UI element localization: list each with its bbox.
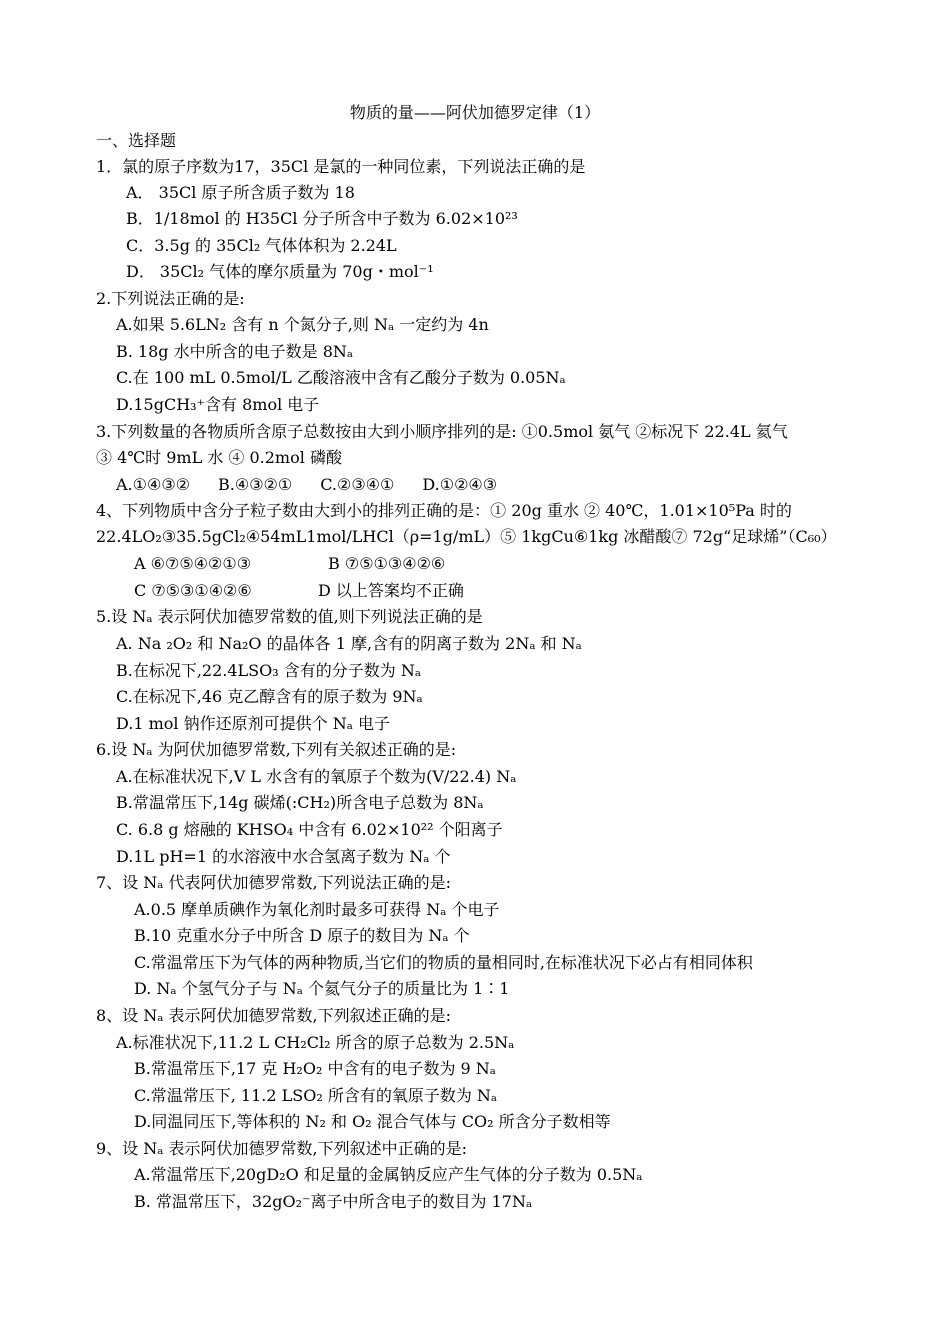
question-3-stem-cont: ③ 4℃时 9mL 水 ④ 0.2mol 磷酸 [96, 448, 342, 467]
question-9-option-a: A.常温常压下,20gD₂O 和足量的金属钠反应产生气体的分子数为 0.5Nₐ [134, 1165, 643, 1184]
question-6-option-a: A.在标准状况下,V L 水含有的氧原子个数为(V/22.4) Nₐ [116, 767, 517, 786]
question-3-option-c: C.②③④① [320, 475, 395, 494]
question-4-option-c: C ⑦⑤③①④②⑥ [134, 581, 252, 600]
question-1-option-b: B．1/18mol 的 H35Cl 分子所含中子数为 6.02×10²³ [126, 209, 518, 228]
question-6-option-d: D.1L pH=1 的水溶液中水合氢离子数为 Nₐ 个 [116, 847, 451, 866]
question-9-stem: 9、设 Nₐ 表示阿伏加德罗常数,下列叙述中正确的是: [96, 1139, 468, 1158]
question-8-option-d: D.同温同压下,等体积的 N₂ 和 O₂ 混合气体与 CO₂ 所含分子数相等 [134, 1112, 611, 1131]
question-2-option-d: D.15gCH₃⁺含有 8mol 电子 [116, 395, 320, 414]
question-4-option-a: A ⑥⑦⑤④②①③ [134, 554, 252, 573]
question-1-option-c: C．3.5g 的 35Cl₂ 气体体积为 2.24L [126, 236, 397, 255]
question-6-option-b: B.常温常压下,14g 碳烯(:CH₂)所含电子总数为 8Nₐ [116, 793, 484, 812]
question-5-option-d: D.1 mol 钠作还原剂可提供个 Nₐ 电子 [116, 714, 390, 733]
question-6-option-c: C. 6.8 g 熔融的 KHSO₄ 中含有 6.02×10²² 个阳离子 [116, 820, 503, 839]
question-1-option-a: A． 35Cl 原子所含质子数为 18 [126, 183, 355, 202]
question-4-stem: 4、下列物质中含分子粒子数由大到小的排列正确的是：① 20g 重水 ② 40℃，1.01×10⁵Pa 时的 [96, 501, 792, 520]
question-7-option-b: B.10 克重水分子中所含 D 原子的数目为 Nₐ 个 [134, 926, 470, 945]
question-4-option-d: D 以上答案均不正确 [318, 581, 464, 600]
question-8-option-c: C.常温常压下, 11.2 LSO₂ 所含有的氧原子数为 Nₐ [134, 1086, 498, 1105]
question-7-option-c: C.常温常压下为气体的两种物质,当它们的物质的量相同时,在标准状况下必占有相同体积 [134, 953, 753, 972]
section-heading: 一、选择题 [96, 131, 177, 150]
question-8-option-b: B.常温常压下,17 克 H₂O₂ 中含有的电子数为 9 Nₐ [134, 1059, 496, 1078]
question-3-option-b: B.④③②① [218, 475, 293, 494]
question-2-stem: 2.下列说法正确的是: [96, 289, 245, 308]
question-5-option-c: C.在标况下,46 克乙醇含有的原子数为 9Nₐ [116, 687, 423, 706]
question-5-option-a: A. Na ₂O₂ 和 Na₂O 的晶体各 1 摩,含有的阴离子数为 2Nₐ 和 Nₐ [116, 634, 582, 653]
question-1-option-d: D． 35Cl₂ 气体的摩尔质量为 70g・mol⁻¹ [126, 262, 434, 281]
question-4-option-b: B ⑦⑤①③④②⑥ [328, 554, 446, 573]
question-3-options [116, 473, 525, 497]
question-2-option-b: B. 18g 水中所含的电子数是 8Nₐ [116, 342, 354, 361]
question-2-option-c: C.在 100 mL 0.5mol/L 乙酸溶液中含有乙酸分子数为 0.05Nₐ [116, 368, 566, 387]
question-3-option-a: A.①④③② [116, 475, 191, 494]
question-7-stem: 7、设 Nₐ 代表阿伏加德罗常数,下列说法正确的是: [96, 873, 452, 892]
question-5-option-b: B.在标况下,22.4LSO₃ 含有的分子数为 Nₐ [116, 661, 422, 680]
question-2-option-a: A.如果 5.6LN₂ 含有 n 个氮分子,则 Nₐ 一定约为 4n [116, 315, 489, 334]
question-1-stem: 1．氯的原子序数为17，35Cl 是氯的一种同位素，下列说法正确的是 [96, 157, 586, 176]
question-3-stem: 3.下列数量的各物质所含原子总数按由大到小顺序排列的是: ①0.5mol 氨气 ②标况下 22.4L 氦气 [96, 422, 788, 441]
question-8-option-a: A.标准状况下,11.2 L CH₂Cl₂ 所含的原子总数为 2.5Nₐ [116, 1033, 515, 1052]
question-8-stem: 8、设 Nₐ 表示阿伏加德罗常数,下列叙述正确的是: [96, 1006, 452, 1025]
question-9-option-b: B. 常温常压下，32gO₂⁻离子中所含电子的数目为 17Nₐ [134, 1192, 533, 1211]
question-4-stem-cont: 22.4LO₂③35.5gCl₂④54mL1mol/LHCl（ρ=1g/mL）⑤ 1kgCu⑥1kg 冰醋酸⑦ 72g“足球烯”（C₆₀） [96, 527, 837, 546]
question-3-option-d: D.①②④③ [422, 475, 498, 494]
question-7-option-d: D. Nₐ 个氢气分子与 Nₐ 个氦气分子的质量比为 1∶1 [134, 979, 510, 998]
document-title: 物质的量——阿伏加德罗定律（1） [349, 103, 601, 122]
question-6-stem: 6.设 Nₐ 为阿伏加德罗常数,下列有关叙述正确的是: [96, 740, 457, 759]
question-7-option-a: A.0.5 摩单质碘作为氧化剂时最多可获得 Nₐ 个电子 [134, 900, 500, 919]
question-5-stem: 5.设 Nₐ 表示阿伏加德罗常数的值,则下列说法正确的是 [96, 607, 483, 626]
